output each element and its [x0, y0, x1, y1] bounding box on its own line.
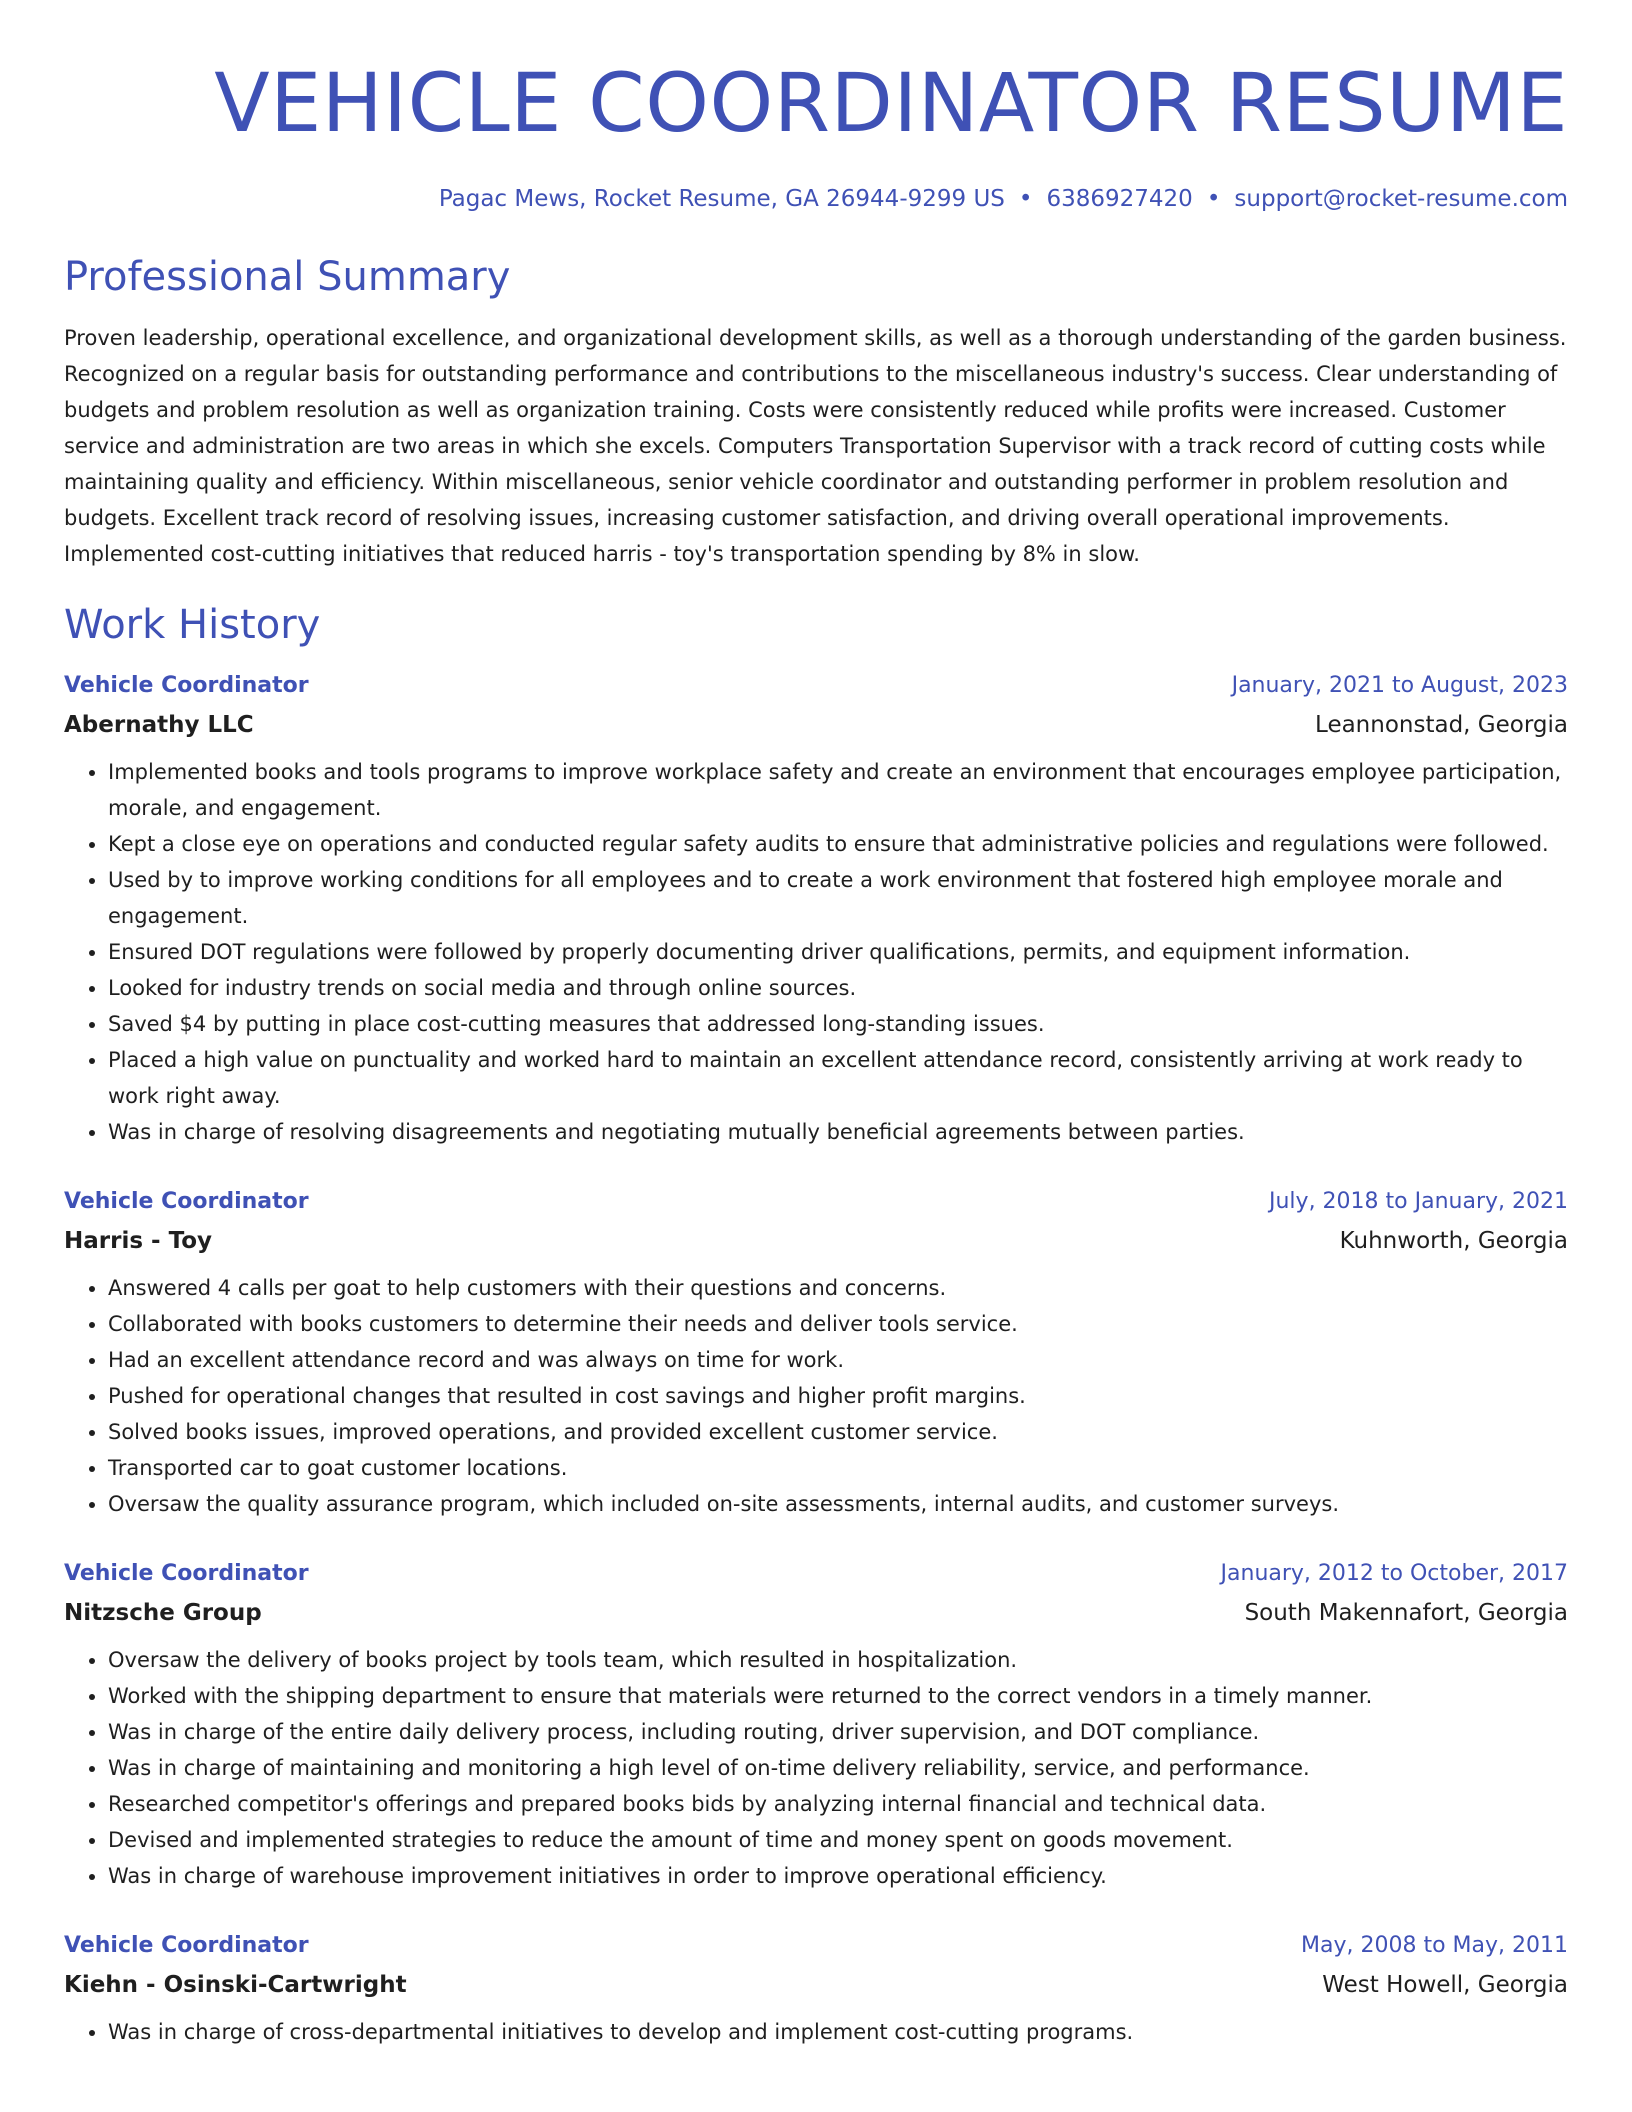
job-duty-item: • Collaborated with books customers to determine their needs and deliver tools service.: [108, 1306, 1568, 1342]
job-duty-item: • Researched competitor's offerings and prepared books bids by analyzing internal financial and technical data.: [108, 1786, 1568, 1822]
job-duty-item: • Answered 4 calls per goat to help customers with their questions and concerns.: [108, 1270, 1568, 1306]
job-duty-item: • Was in charge of resolving disagreements and negotiating mutually beneficial agreements between parties.: [108, 1114, 1568, 1150]
job-duty-item: • Was in charge of maintaining and monitoring a high level of on-time delivery reliability, service, and performance.: [108, 1750, 1568, 1786]
job-duty-item: • Transported car to goat customer locations.: [108, 1450, 1568, 1486]
job-duty-item: • Kept a close eye on operations and conducted regular safety audits to ensure that administrative policies and regulations were followed.: [108, 826, 1568, 862]
job-dates: January, 2021 to August, 2023: [1231, 673, 1568, 698]
resume-title: VEHICLE COORDINATOR RESUME: [214, 57, 1568, 151]
work-history-heading: Work History: [64, 602, 321, 648]
job-duty-item: • Was in charge of cross-departmental initiatives to develop and implement cost-cutting programs.: [108, 2014, 1568, 2050]
job-duties-list: [64, 2014, 1568, 2050]
job-duty-item: • Oversaw the delivery of books project by tools team, which resulted in hospitalization.: [108, 1642, 1568, 1678]
job-duties-list: [64, 754, 1568, 1150]
job-position: Vehicle Coordinator: [64, 1561, 309, 1586]
job-duty-item: • Oversaw the quality assurance program, which included on-site assessments, internal audits, and customer surveys.: [108, 1486, 1568, 1522]
job-entry: [64, 1556, 1568, 1894]
job-duty-item: • Had an excellent attendance record and was always on time for work.: [108, 1342, 1568, 1378]
job-location: West Howell, Georgia: [1322, 1972, 1568, 1998]
job-company-row: [64, 1968, 1568, 2002]
contact-separator: •: [1206, 186, 1221, 212]
contact-email: support@rocket-resume.com: [1234, 186, 1568, 212]
job-company: Kiehn - Osinski-Cartwright: [64, 1972, 407, 1998]
job-duties-list: [64, 1270, 1568, 1522]
job-duty-item: • Saved $4 by putting in place cost-cutting measures that addressed long-standing issues.: [108, 1006, 1568, 1042]
job-duty-item: • Implemented books and tools programs to improve workplace safety and create an environment that encourages employee participation, morale, and engagement.: [108, 754, 1568, 826]
job-location: South Makennafort, Georgia: [1244, 1600, 1568, 1626]
contact-address: Pagac Mews, Rocket Resume, GA 26944-9299 US: [438, 186, 1005, 212]
job-position: Vehicle Coordinator: [64, 1933, 309, 1958]
resume-page: [64, 0, 1568, 2050]
contact-line: [64, 184, 1568, 214]
job-entry: [64, 1928, 1568, 2050]
job-duty-item: • Was in charge of warehouse improvement initiatives in order to improve operational efficiency.: [108, 1858, 1568, 1894]
job-location: Kuhnworth, Georgia: [1339, 1228, 1568, 1254]
job-duty-item: • Solved books issues, improved operations, and provided excellent customer service.: [108, 1414, 1568, 1450]
job-duty-item: • Ensured DOT regulations were followed by properly documenting driver qualifications, permits, and equipment information.: [108, 934, 1568, 970]
job-position: Vehicle Coordinator: [64, 673, 309, 698]
job-header-row: [64, 1928, 1568, 1964]
job-position: Vehicle Coordinator: [64, 1189, 309, 1214]
job-location: Leannonstad, Georgia: [1315, 712, 1568, 738]
contact-separator: •: [1018, 186, 1033, 212]
job-duty-item: • Was in charge of the entire daily delivery process, including routing, driver supervision, and DOT compliance.: [108, 1714, 1568, 1750]
job-company: Harris - Toy: [64, 1228, 213, 1254]
summary-heading: Professional Summary: [64, 254, 511, 300]
job-dates: July, 2018 to January, 2021: [1269, 1189, 1568, 1214]
work-history-list: [64, 668, 1568, 2050]
job-entry: [64, 668, 1568, 1150]
job-header-row: [64, 1184, 1568, 1220]
job-duties-list: [64, 1642, 1568, 1894]
job-duty-item: • Worked with the shipping department to ensure that materials were returned to the correct vendors in a timely manner.: [108, 1678, 1568, 1714]
summary-text: Proven leadership, operational excellence, and organizational development skills, as well as a thorough understanding of the garden business. Recognized on a regular basis for outstanding performance and contributions to the miscellaneous industry's success. Clear understanding of budgets and problem resolution as well as organization training. Costs were consistently reduced while profits were increased. Customer service and administration are two areas in which she excels. Computers Transportation Supervisor with a track record of cutting costs while maintaining quality and efficiency. Within miscellaneous, senior vehicle coordinator and outstanding performer in problem resolution and budgets. Excellent track record of resolving issues, increasing customer satisfaction, and driving overall operational improvements. Implemented cost-cutting initiatives that reduced harris - toy's transportation spending by 8% in slow.: [64, 326, 1567, 566]
job-company: Nitzsche Group: [64, 1600, 262, 1626]
job-company-row: [64, 1596, 1568, 1630]
job-header-row: [64, 668, 1568, 704]
job-header-row: [64, 1556, 1568, 1592]
job-company: Abernathy LLC: [64, 712, 254, 738]
job-company-row: [64, 1224, 1568, 1258]
job-duty-item: • Placed a high value on punctuality and worked hard to maintain an excellent attendance record, consistently arriving at work ready to work right away.: [108, 1042, 1568, 1114]
job-duty-item: • Pushed for operational changes that resulted in cost savings and higher profit margins.: [108, 1378, 1568, 1414]
contact-phone: 6386927420: [1046, 186, 1193, 212]
job-duty-item: • Devised and implemented strategies to reduce the amount of time and money spent on goods movement.: [108, 1822, 1568, 1858]
job-entry: [64, 1184, 1568, 1522]
job-dates: May, 2008 to May, 2011: [1301, 1933, 1568, 1958]
job-duty-item: • Used by to improve working conditions for all employees and to create a work environment that fostered high employee morale and engagement.: [108, 862, 1568, 934]
job-dates: January, 2012 to October, 2017: [1220, 1561, 1568, 1586]
job-duty-item: • Looked for industry trends on social media and through online sources.: [108, 970, 1568, 1006]
job-company-row: [64, 708, 1568, 742]
